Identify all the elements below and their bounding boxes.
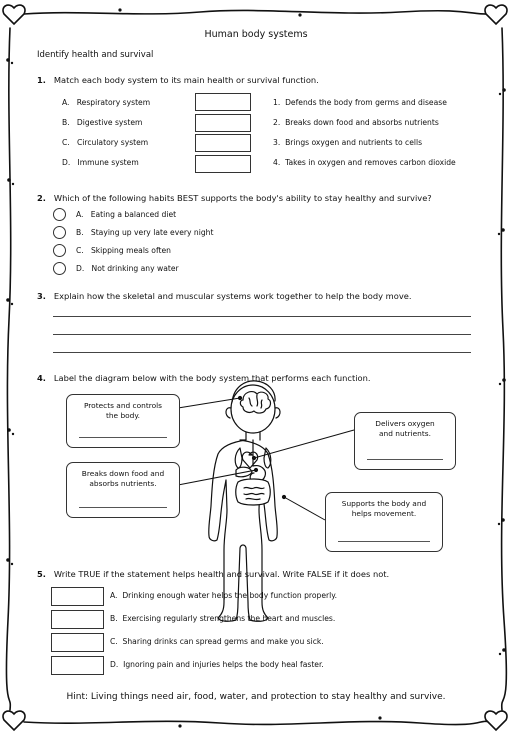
q5-answer-box-a[interactable] xyxy=(51,587,104,606)
q5-statement-b: B. Exercising regularly strengthens the heart and muscles. xyxy=(110,614,336,623)
q3-number: 3. xyxy=(37,291,46,301)
q4-text: Label the diagram below with the body system that performs each function. xyxy=(53,373,371,383)
q5-prompt xyxy=(37,569,389,579)
q5-answer-box-c[interactable] xyxy=(51,633,104,652)
q5-answer-box-d[interactable] xyxy=(51,656,104,675)
q4-number: 4. xyxy=(37,373,46,383)
callout-heart-line2: and nutrients. xyxy=(379,428,431,438)
q3-text: Explain how the skeletal and muscular systems work together to help the body move. xyxy=(53,291,412,301)
q1-function-4: 4. Takes in oxygen and removes carbon dioxide xyxy=(273,158,456,167)
callout-skeleton-line2: helps movement. xyxy=(351,508,417,518)
callout-brain-line1: Protects and controls xyxy=(83,401,163,410)
q2-text: Which of the following habits BEST supports the body's ability to stay healthy and survive? xyxy=(53,193,432,203)
callout-stomach[interactable] xyxy=(66,462,180,518)
q5-number: 5. xyxy=(37,569,46,579)
callout-heart[interactable] xyxy=(354,412,456,470)
callout-brain[interactable] xyxy=(66,394,180,448)
q1-system-c: C. Circulatory system xyxy=(62,138,149,147)
q2-option-c: C. Skipping meals often xyxy=(76,246,171,255)
q1-system-d: D. Immune system xyxy=(62,158,139,167)
q1-function-2: 2. Breaks down food and absorbs nutrients xyxy=(273,118,439,127)
callout-stomach-line1: Breaks down food and xyxy=(81,469,165,478)
q1-function-3: 3. Brings oxygen and nutrients to cells xyxy=(273,138,423,147)
q2-option-a: A. Eating a balanced diet xyxy=(76,210,177,219)
q1-system-a: A. Respiratory system xyxy=(62,98,151,107)
worksheet-title: Human body systems xyxy=(204,29,308,40)
q5-statement-d: D. Ignoring pain and injuries helps the body heal faster. xyxy=(110,660,324,669)
q2-option-d: D. Not drinking any water xyxy=(76,264,179,273)
callout-skeleton[interactable] xyxy=(325,492,443,552)
callout-skeleton-line1: Supports the body and xyxy=(341,499,427,508)
q2-option-b: B. Staying up very late every night xyxy=(76,228,214,237)
callout-heart-line1: Delivers oxygen xyxy=(375,419,435,428)
callout-brain-line2: the body. xyxy=(105,410,141,420)
worksheet-subtitle: Identify health and survival xyxy=(37,50,154,60)
q1-system-b: B. Digestive system xyxy=(62,118,143,127)
callout-stomach-line2: absorbs nutrients. xyxy=(89,478,157,488)
callout-brain-answer-line[interactable] xyxy=(79,437,167,438)
callout-heart-answer-line[interactable] xyxy=(367,459,443,460)
q1-function-1: 1. Defends the body from germs and disease xyxy=(273,98,447,107)
q5-statement-c: C. Sharing drinks can spread germs and make you sick. xyxy=(110,637,324,646)
q5-text: Write TRUE if the statement helps health and survival. Write FALSE if it does not. xyxy=(53,569,390,579)
head-outline xyxy=(231,385,275,433)
q2-number: 2. xyxy=(37,193,46,203)
q5-answer-box-b[interactable] xyxy=(51,610,104,629)
callout-skeleton-answer-line[interactable] xyxy=(338,541,430,542)
q1-text: Match each body system to its main health or survival function. xyxy=(53,75,319,85)
q1-number: 1. xyxy=(37,75,46,85)
callout-stomach-answer-line[interactable] xyxy=(79,507,167,508)
hint-text: Hint: Living things need air, food, water, and protection to stay healthy and survive. xyxy=(66,692,446,702)
intestine-icon xyxy=(236,479,271,505)
q5-statement-a: A. Drinking enough water helps the body function properly. xyxy=(110,591,338,600)
